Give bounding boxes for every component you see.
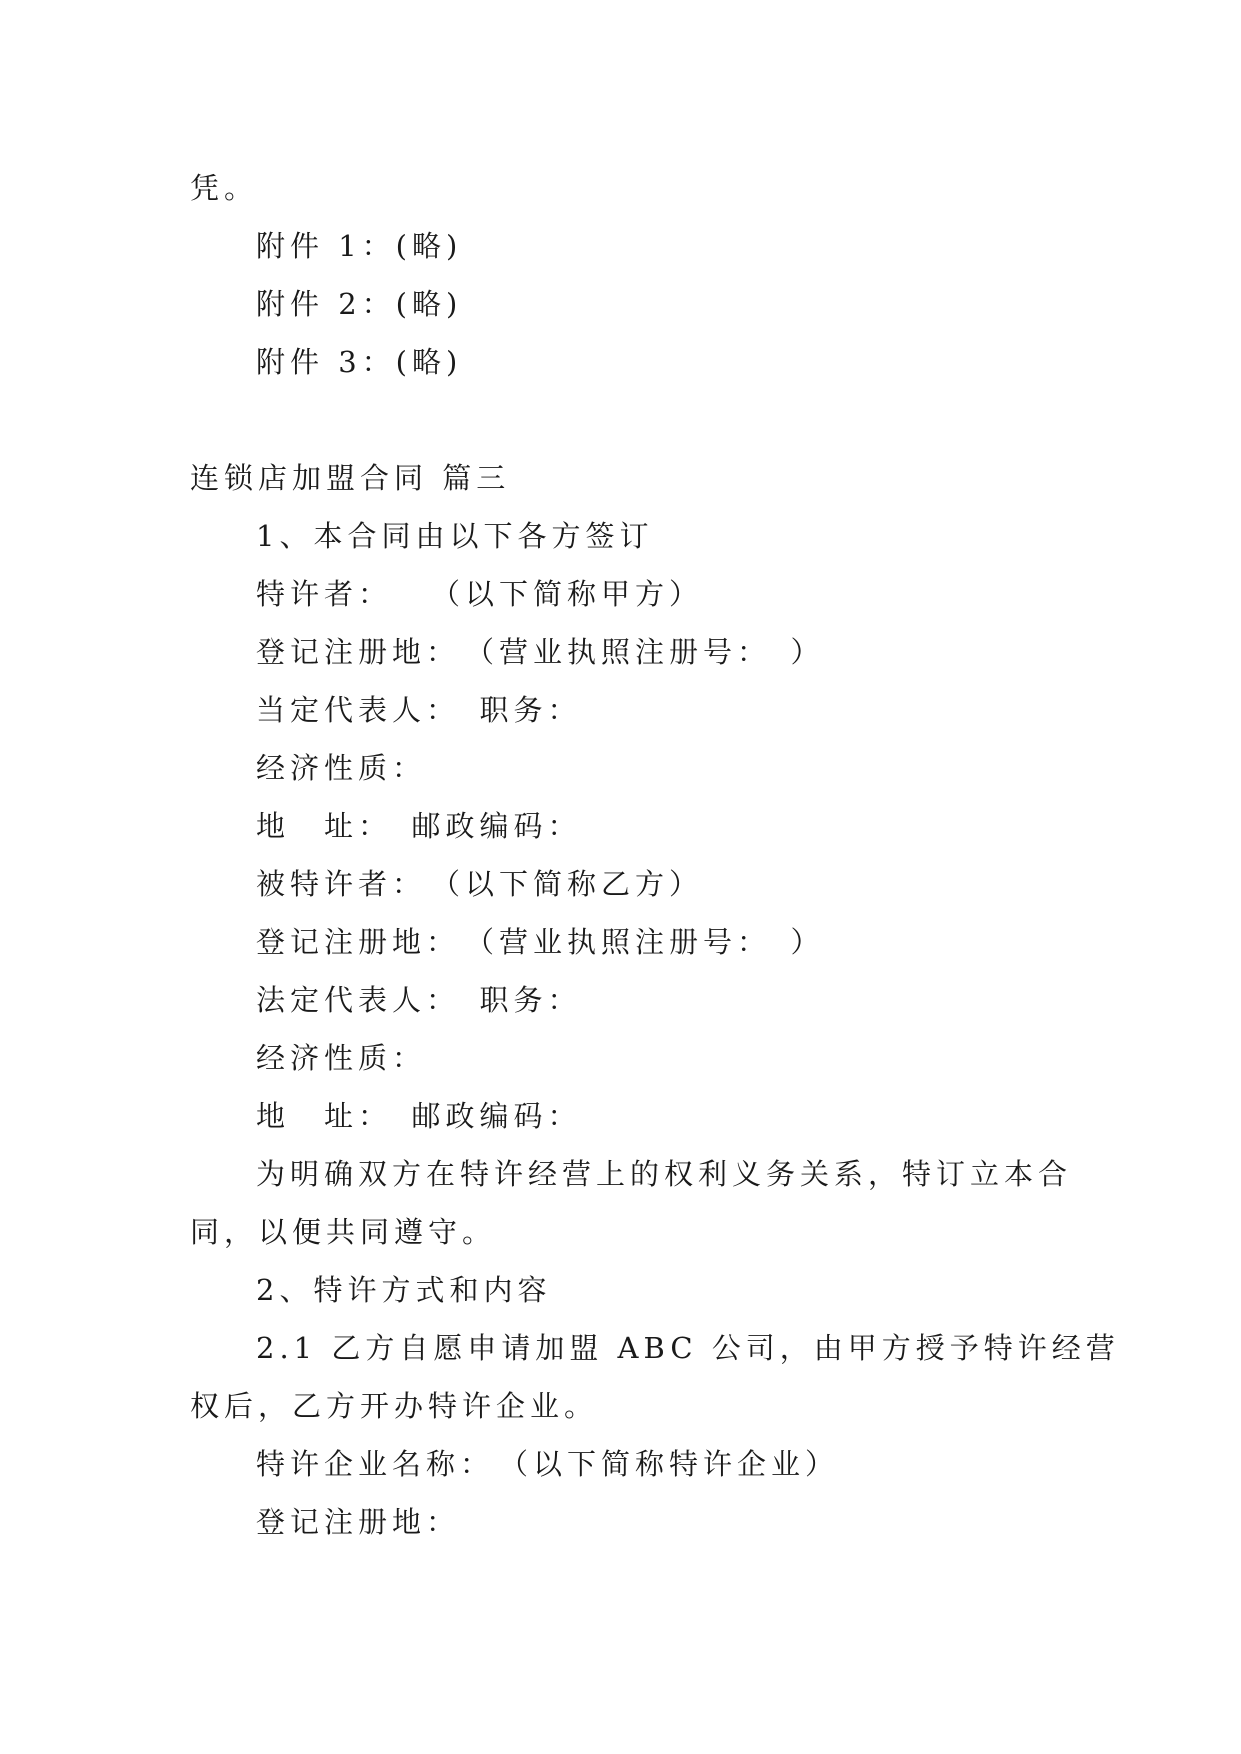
attachment-line: 附件 1：(略)	[256, 229, 463, 263]
enterprise-field: 登记注册地：	[256, 1505, 461, 1539]
paragraph-line: 权后，乙方开办特许企业。	[190, 1389, 599, 1423]
party-field: 地 址： 邮政编码：	[256, 809, 582, 843]
paragraph-line: 2.1 乙方自愿申请加盟 ABC 公司，由甲方授予特许经营	[256, 1331, 1120, 1365]
paragraph-line: 同，以便共同遵守。	[190, 1215, 497, 1249]
party-field: 地 址： 邮政编码：	[256, 1099, 582, 1133]
party-field: 登记注册地： （营业执照注册号： ）	[256, 635, 825, 669]
text-line: 凭。	[190, 171, 259, 205]
party-field: 法定代表人： 职务：	[256, 983, 582, 1017]
party-field: 经济性质：	[256, 1041, 427, 1075]
attachment-line: 附件 2：(略)	[256, 287, 463, 321]
enterprise-field: 特许企业名称： （以下简称特许企业）	[256, 1447, 840, 1481]
paragraph-line: 为明确双方在特许经营上的权利义务关系，特订立本合	[256, 1157, 1073, 1191]
party-field: 特许者： （以下简称甲方）	[256, 577, 704, 611]
party-field: 经济性质：	[256, 751, 427, 785]
section-heading: 连锁店加盟合同 篇三	[190, 461, 511, 495]
party-field: 被特许者： （以下简称乙方）	[256, 867, 704, 901]
party-field: 当定代表人： 职务：	[256, 693, 582, 727]
attachment-line: 附件 3：(略)	[256, 345, 463, 379]
party-field: 登记注册地： （营业执照注册号： ）	[256, 925, 825, 959]
clause-heading: 2、特许方式和内容	[256, 1273, 552, 1307]
clause-heading: 1、本合同由以下各方签订	[256, 519, 654, 553]
